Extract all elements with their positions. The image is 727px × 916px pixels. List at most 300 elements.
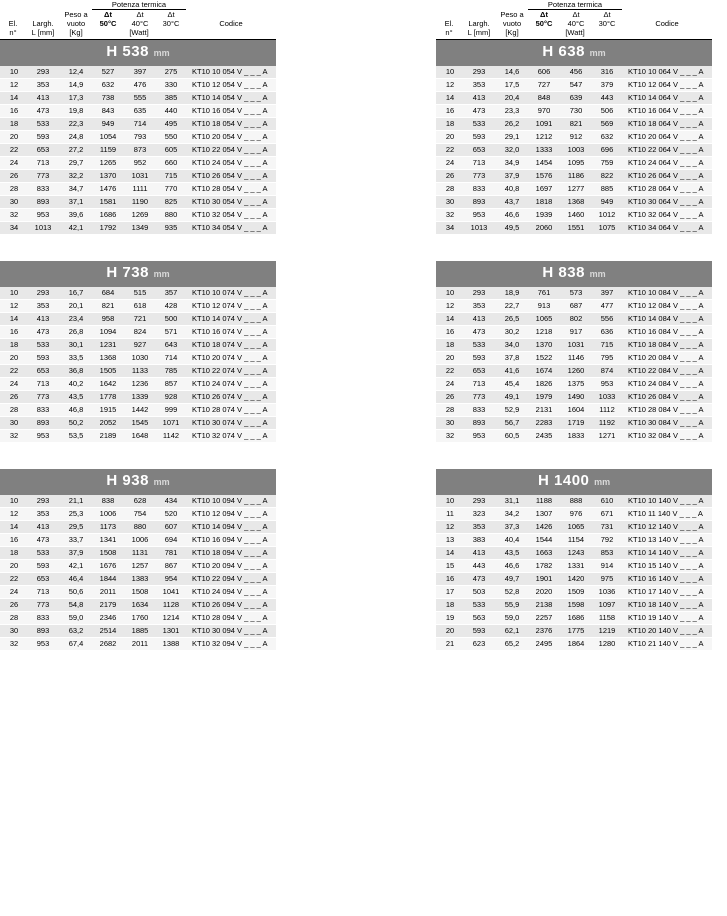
cell-dt30: 1097	[592, 599, 622, 612]
cell-dt50: 1844	[92, 573, 124, 586]
cell-el: 20	[436, 625, 462, 638]
cell-codice: KT10 18 084 V _ _ _ A	[622, 339, 712, 352]
cell-dt50: 1939	[528, 209, 560, 222]
cell-peso: 65,2	[496, 638, 528, 651]
cell-larghezza: 533	[26, 547, 60, 560]
cell-larghezza: 533	[462, 599, 496, 612]
cell-codice: KT10 26 074 V _ _ _ A	[186, 391, 276, 404]
cell-dt30: 696	[592, 144, 622, 157]
cell-el: 12	[436, 79, 462, 92]
cell-peso: 41,6	[496, 365, 528, 378]
block-title-row	[436, 40, 712, 67]
cell-larghezza: 323	[462, 508, 496, 521]
cell-larghezza: 893	[462, 196, 496, 209]
cell-larghezza: 833	[462, 183, 496, 196]
cell-dt30: 795	[592, 352, 622, 365]
table-row	[0, 144, 276, 157]
cell-peso: 25,3	[60, 508, 92, 521]
cell-codice: KT10 28 084 V _ _ _ A	[622, 404, 712, 417]
cell-codice: KT10 26 064 V _ _ _ A	[622, 170, 712, 183]
cell-dt50: 1979	[528, 391, 560, 404]
cell-peso: 14,6	[496, 66, 528, 79]
cell-peso: 31,1	[496, 495, 528, 508]
cell-peso: 40,2	[60, 378, 92, 391]
cell-peso: 49,5	[496, 222, 528, 235]
table-row	[0, 352, 276, 365]
cell-dt30: 715	[592, 339, 622, 352]
block-h538	[0, 0, 291, 235]
cell-codice: KT10 16 054 V _ _ _ A	[186, 105, 276, 118]
cell-larghezza: 593	[26, 352, 60, 365]
cell-peso: 39,6	[60, 209, 92, 222]
cell-dt30: 636	[592, 326, 622, 339]
cell-larghezza: 383	[462, 534, 496, 547]
cell-codice: KT10 24 054 V _ _ _ A	[186, 157, 276, 170]
cell-larghezza: 773	[26, 391, 60, 404]
cell-dt40: 1598	[560, 599, 592, 612]
cell-larghezza: 773	[462, 170, 496, 183]
block-h638	[436, 0, 727, 235]
table-row	[436, 313, 712, 326]
cell-peso: 50,6	[60, 586, 92, 599]
cell-dt40: 1243	[560, 547, 592, 560]
cell-dt30: 975	[592, 573, 622, 586]
cell-larghezza: 293	[26, 287, 60, 300]
cell-larghezza: 293	[26, 495, 60, 508]
table-row	[436, 404, 712, 417]
cell-larghezza: 773	[26, 599, 60, 612]
cell-el: 22	[436, 365, 462, 378]
cell-larghezza: 353	[462, 300, 496, 313]
table-row	[0, 170, 276, 183]
block-title-unit: mm	[589, 269, 606, 279]
cell-dt50: 1818	[528, 196, 560, 209]
cell-larghezza: 473	[462, 573, 496, 586]
cell-larghezza: 533	[462, 118, 496, 131]
cell-larghezza: 833	[26, 404, 60, 417]
cell-dt40: 927	[124, 339, 156, 352]
table-row	[0, 599, 276, 612]
cell-dt30: 316	[592, 66, 622, 79]
cell-dt40: 976	[560, 508, 592, 521]
cell-dt50: 1218	[528, 326, 560, 339]
cell-dt50: 2257	[528, 612, 560, 625]
cell-codice: KT10 20 074 V _ _ _ A	[186, 352, 276, 365]
table-row	[0, 105, 276, 118]
cell-peso: 22,7	[496, 300, 528, 313]
cell-dt50: 2060	[528, 222, 560, 235]
header-dt50: Δt 50°C	[535, 10, 553, 28]
cell-dt30: 825	[156, 196, 186, 209]
table-row	[436, 144, 712, 157]
cell-larghezza: 593	[462, 352, 496, 365]
table-row	[436, 430, 712, 443]
cell-el: 18	[436, 118, 462, 131]
cell-dt40: 555	[124, 92, 156, 105]
cell-larghezza: 473	[26, 534, 60, 547]
cell-peso: 23,4	[60, 313, 92, 326]
cell-dt30: 571	[156, 326, 186, 339]
cell-codice: KT10 26 084 V _ _ _ A	[622, 391, 712, 404]
cell-el: 26	[0, 170, 26, 183]
cell-el: 30	[0, 196, 26, 209]
table-row	[436, 586, 712, 599]
cell-larghezza: 293	[462, 287, 496, 300]
cell-el: 18	[436, 599, 462, 612]
cell-peso: 52,9	[496, 404, 528, 417]
cell-dt50: 2376	[528, 625, 560, 638]
cell-peso: 14,9	[60, 79, 92, 92]
cell-codice: KT10 30 054 V _ _ _ A	[186, 196, 276, 209]
table-h538	[0, 0, 276, 235]
cell-codice: KT10 12 054 V _ _ _ A	[186, 79, 276, 92]
cell-dt50: 843	[92, 105, 124, 118]
cell-dt30: 495	[156, 118, 186, 131]
cell-larghezza: 473	[26, 326, 60, 339]
cell-peso: 32,2	[60, 170, 92, 183]
cell-dt50: 2138	[528, 599, 560, 612]
cell-codice: KT10 22 064 V _ _ _ A	[622, 144, 712, 157]
cell-peso: 18,9	[496, 287, 528, 300]
cell-el: 10	[436, 495, 462, 508]
cell-peso: 37,1	[60, 196, 92, 209]
table-row	[436, 547, 712, 560]
cell-dt30: 1388	[156, 638, 186, 651]
cell-larghezza: 713	[462, 157, 496, 170]
cell-dt40: 1339	[124, 391, 156, 404]
cell-dt50: 1581	[92, 196, 124, 209]
table-row	[436, 508, 712, 521]
cell-peso: 43,5	[60, 391, 92, 404]
table-row	[0, 209, 276, 222]
cell-dt40: 1031	[560, 339, 592, 352]
cell-peso: 29,7	[60, 157, 92, 170]
cell-el: 16	[0, 534, 26, 547]
cell-larghezza: 1013	[26, 222, 60, 235]
cell-larghezza: 773	[26, 170, 60, 183]
cell-el: 12	[0, 300, 26, 313]
cell-el: 12	[436, 300, 462, 313]
table-row	[0, 79, 276, 92]
cell-dt40: 1383	[124, 573, 156, 586]
cell-peso: 46,8	[60, 404, 92, 417]
cell-el: 10	[436, 287, 462, 300]
header-dt30: Δt 30°C	[598, 10, 616, 28]
cell-dt30: 1041	[156, 586, 186, 599]
cell-el: 20	[436, 131, 462, 144]
cell-peso: 46,6	[496, 209, 528, 222]
cell-dt40: 1065	[560, 521, 592, 534]
cell-dt40: 730	[560, 105, 592, 118]
cell-dt40: 1003	[560, 144, 592, 157]
table-row	[436, 66, 712, 79]
cell-dt50: 913	[528, 300, 560, 313]
cell-codice: KT10 14 074 V _ _ _ A	[186, 313, 276, 326]
cell-dt30: 1142	[156, 430, 186, 443]
cell-dt40: 1545	[124, 417, 156, 430]
cell-dt40: 1030	[124, 352, 156, 365]
block-h738	[0, 261, 291, 443]
cell-dt40: 1686	[560, 612, 592, 625]
cell-larghezza: 353	[26, 508, 60, 521]
cell-codice: KT10 32 094 V _ _ _ A	[186, 638, 276, 651]
header-dt50: Δt 50°C	[99, 10, 117, 28]
cell-codice: KT10 28 064 V _ _ _ A	[622, 183, 712, 196]
cell-dt40: 1760	[124, 612, 156, 625]
block-title: H 738 mm	[0, 261, 276, 287]
cell-peso: 43,7	[496, 196, 528, 209]
cell-peso: 43,5	[496, 547, 528, 560]
cell-codice: KT10 18 054 V _ _ _ A	[186, 118, 276, 131]
cell-codice: KT10 10 140 V _ _ _ A	[622, 495, 712, 508]
cell-el: 26	[0, 599, 26, 612]
table-h738	[0, 261, 276, 443]
cell-el: 10	[0, 66, 26, 79]
table-row	[436, 573, 712, 586]
cell-dt30: 660	[156, 157, 186, 170]
cell-dt40: 1260	[560, 365, 592, 378]
cell-codice: KT10 16 094 V _ _ _ A	[186, 534, 276, 547]
cell-dt50: 1065	[528, 313, 560, 326]
cell-dt40: 1186	[560, 170, 592, 183]
cell-dt30: 714	[156, 352, 186, 365]
cell-peso: 50,2	[60, 417, 92, 430]
cell-el: 28	[0, 404, 26, 417]
cell-el: 22	[0, 573, 26, 586]
cell-dt50: 761	[528, 287, 560, 300]
cell-larghezza: 353	[462, 79, 496, 92]
header-el-unit: n°	[436, 28, 462, 40]
cell-dt30: 785	[156, 365, 186, 378]
table-row	[0, 157, 276, 170]
cell-codice: KT10 30 074 V _ _ _ A	[186, 417, 276, 430]
cell-peso: 26,5	[496, 313, 528, 326]
cell-peso: 62,1	[496, 625, 528, 638]
cell-codice: KT10 32 064 V _ _ _ A	[622, 209, 712, 222]
cell-codice: KT10 21 140 V _ _ _ A	[622, 638, 712, 651]
table-row	[0, 534, 276, 547]
table-row	[436, 92, 712, 105]
cell-dt30: 506	[592, 105, 622, 118]
cell-dt50: 1006	[92, 508, 124, 521]
cell-dt40: 1864	[560, 638, 592, 651]
block-h838	[436, 261, 727, 443]
table-row	[436, 183, 712, 196]
cell-dt50: 1159	[92, 144, 124, 157]
cell-dt40: 1833	[560, 430, 592, 443]
cell-el: 20	[0, 131, 26, 144]
cell-dt50: 1915	[92, 404, 124, 417]
cell-codice: KT10 22 054 V _ _ _ A	[186, 144, 276, 157]
cell-el: 20	[436, 352, 462, 365]
cell-dt30: 643	[156, 339, 186, 352]
cell-el: 20	[0, 352, 26, 365]
cell-peso: 45,4	[496, 378, 528, 391]
cell-dt40: 1349	[124, 222, 156, 235]
table-row	[0, 547, 276, 560]
cell-dt40: 1236	[124, 378, 156, 391]
cell-dt50: 684	[92, 287, 124, 300]
cell-dt50: 738	[92, 92, 124, 105]
cell-larghezza: 953	[462, 209, 496, 222]
cell-larghezza: 953	[26, 430, 60, 443]
cell-dt50: 1697	[528, 183, 560, 196]
cell-codice: KT10 14 054 V _ _ _ A	[186, 92, 276, 105]
cell-dt50: 2283	[528, 417, 560, 430]
header-codice: Codice	[219, 19, 243, 28]
cell-codice: KT10 13 140 V _ _ _ A	[622, 534, 712, 547]
cell-larghezza: 533	[462, 339, 496, 352]
cell-larghezza: 413	[462, 547, 496, 560]
cell-dt30: 885	[592, 183, 622, 196]
cell-dt40: 1885	[124, 625, 156, 638]
cell-codice: KT10 15 140 V _ _ _ A	[622, 560, 712, 573]
block-title: H 638 mm	[436, 40, 712, 67]
cell-dt30: 1192	[592, 417, 622, 430]
cell-dt50: 970	[528, 105, 560, 118]
cell-larghezza: 503	[462, 586, 496, 599]
column-gutter	[291, 0, 436, 677]
cell-dt30: 694	[156, 534, 186, 547]
cell-el: 30	[0, 417, 26, 430]
cell-peso: 30,1	[60, 339, 92, 352]
cell-larghezza: 833	[26, 183, 60, 196]
cell-el: 26	[436, 170, 462, 183]
cell-codice: KT10 18 094 V _ _ _ A	[186, 547, 276, 560]
cell-dt30: 477	[592, 300, 622, 313]
cell-dt30: 1280	[592, 638, 622, 651]
cell-dt50: 848	[528, 92, 560, 105]
cell-dt30: 867	[156, 560, 186, 573]
cell-dt40: 880	[124, 521, 156, 534]
cell-codice: KT10 26 054 V _ _ _ A	[186, 170, 276, 183]
cell-dt50: 1188	[528, 495, 560, 508]
table-row	[0, 131, 276, 144]
cell-peso: 54,8	[60, 599, 92, 612]
table-header-top	[436, 0, 712, 10]
table-row	[436, 365, 712, 378]
cell-dt40: 1154	[560, 534, 592, 547]
cell-dt50: 632	[92, 79, 124, 92]
cell-dt30: 434	[156, 495, 186, 508]
table-row	[0, 404, 276, 417]
cell-dt30: 1271	[592, 430, 622, 443]
cell-larghezza: 353	[26, 300, 60, 313]
cell-el: 12	[0, 79, 26, 92]
cell-dt40: 1131	[124, 547, 156, 560]
table-row	[0, 222, 276, 235]
cell-dt50: 2011	[92, 586, 124, 599]
cell-el: 14	[0, 92, 26, 105]
cell-dt30: 569	[592, 118, 622, 131]
cell-peso: 37,9	[60, 547, 92, 560]
cell-peso: 49,7	[496, 573, 528, 586]
cell-larghezza: 713	[462, 378, 496, 391]
cell-peso: 60,5	[496, 430, 528, 443]
header-peso-unit: [Kg]	[496, 28, 528, 40]
cell-dt30: 397	[592, 287, 622, 300]
cell-dt50: 2052	[92, 417, 124, 430]
cell-el: 32	[436, 430, 462, 443]
cell-codice: KT10 16 074 V _ _ _ A	[186, 326, 276, 339]
cell-dt40: 824	[124, 326, 156, 339]
cell-peso: 33,5	[60, 352, 92, 365]
table-row	[436, 352, 712, 365]
cell-codice: KT10 20 094 V _ _ _ A	[186, 560, 276, 573]
cell-larghezza: 353	[26, 79, 60, 92]
cell-el: 12	[436, 521, 462, 534]
cell-larghezza: 353	[462, 521, 496, 534]
block-title-unit: mm	[153, 477, 170, 487]
cell-el: 17	[436, 586, 462, 599]
table-row	[436, 638, 712, 651]
column-left	[0, 0, 291, 677]
table-header-units	[0, 28, 276, 40]
cell-codice: KT10 28 074 V _ _ _ A	[186, 404, 276, 417]
table-row	[436, 625, 712, 638]
cell-dt50: 1333	[528, 144, 560, 157]
cell-el: 32	[0, 209, 26, 222]
header-dt40: Δt 40°C	[131, 10, 149, 28]
table-row	[0, 287, 276, 300]
cell-dt30: 1071	[156, 417, 186, 430]
cell-dt40: 888	[560, 495, 592, 508]
cell-larghezza: 593	[26, 131, 60, 144]
table-header-units	[436, 28, 712, 40]
cell-peso: 46,4	[60, 573, 92, 586]
cell-dt40: 1375	[560, 378, 592, 391]
cell-dt40: 1604	[560, 404, 592, 417]
cell-el: 28	[0, 183, 26, 196]
cell-dt40: 628	[124, 495, 156, 508]
cell-dt40: 1095	[560, 157, 592, 170]
cell-dt50: 1370	[528, 339, 560, 352]
header-el-unit: n°	[0, 28, 26, 40]
cell-peso: 46,6	[496, 560, 528, 573]
cell-el: 34	[436, 222, 462, 235]
cell-dt50: 1231	[92, 339, 124, 352]
table-header-mid	[0, 10, 276, 29]
header-peso: Peso a vuoto	[500, 10, 524, 28]
cell-dt40: 687	[560, 300, 592, 313]
cell-larghezza: 593	[462, 131, 496, 144]
cell-codice: KT10 32 074 V _ _ _ A	[186, 430, 276, 443]
table-header-top	[0, 0, 276, 10]
cell-dt40: 952	[124, 157, 156, 170]
cell-larghezza: 653	[26, 365, 60, 378]
header-el: El.	[8, 19, 18, 28]
cell-el: 24	[436, 157, 462, 170]
cell-dt40: 1460	[560, 209, 592, 222]
table-row	[436, 521, 712, 534]
header-watt-unit: [Watt]	[528, 28, 622, 40]
cell-el: 16	[0, 326, 26, 339]
table-row	[436, 495, 712, 508]
cell-codice: KT10 34 064 V _ _ _ A	[622, 222, 712, 235]
cell-dt50: 1642	[92, 378, 124, 391]
block-title-unit: mm	[153, 269, 170, 279]
cell-dt50: 1370	[92, 170, 124, 183]
cell-larghezza: 413	[462, 313, 496, 326]
cell-dt40: 1551	[560, 222, 592, 235]
cell-el: 18	[436, 339, 462, 352]
table-row	[436, 339, 712, 352]
table-row	[0, 313, 276, 326]
table-row	[0, 196, 276, 209]
cell-peso: 59,0	[60, 612, 92, 625]
cell-dt30: 379	[592, 79, 622, 92]
cell-codice: KT10 22 094 V _ _ _ A	[186, 573, 276, 586]
